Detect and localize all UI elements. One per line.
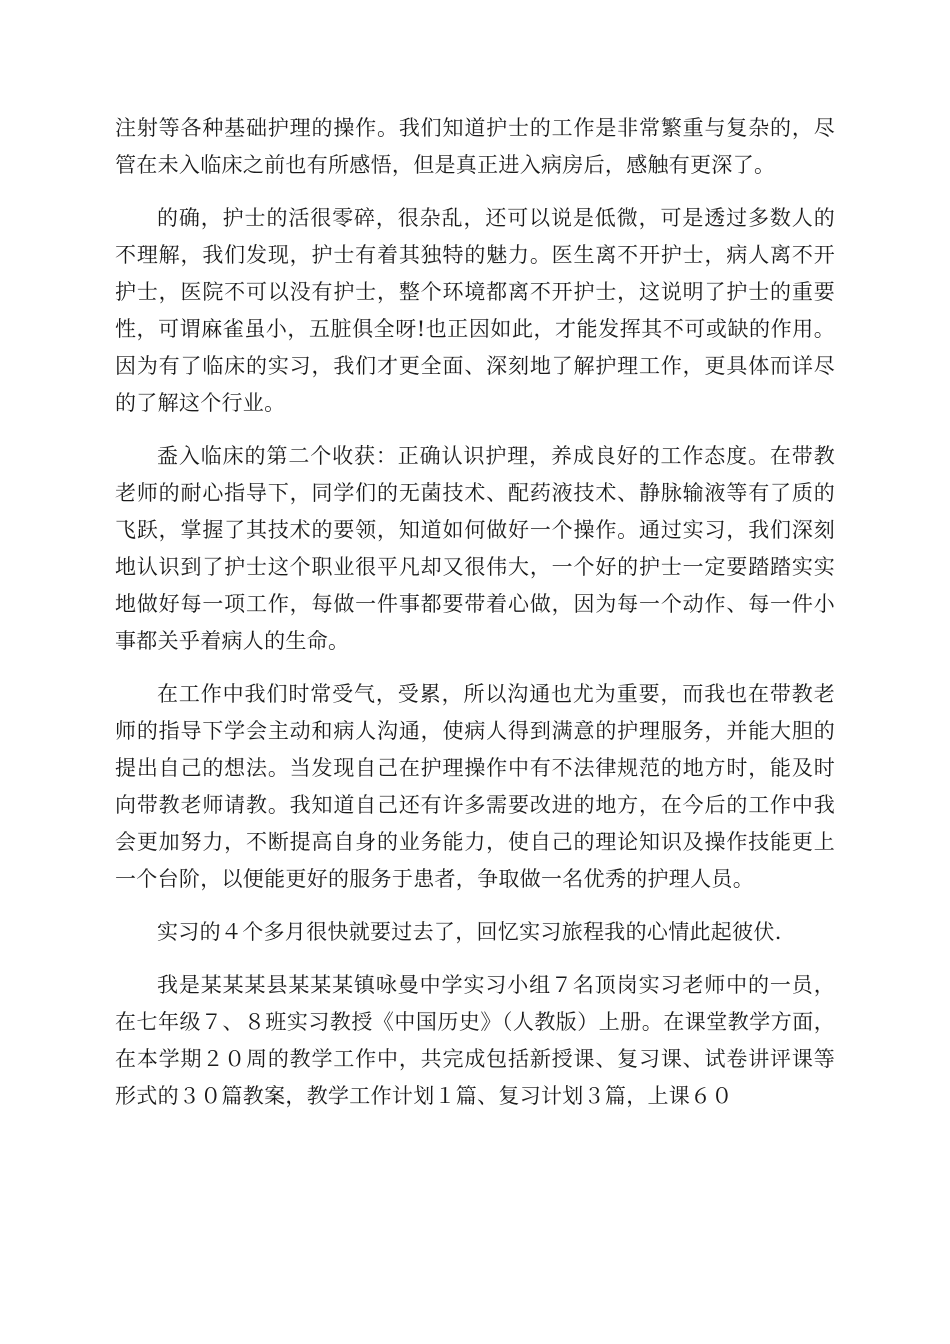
document-body xyxy=(115,110,835,1131)
paragraph-5: 实习的４个多月很快就要过去了，回忆实习旅程我的心情此起彼伏. xyxy=(157,920,782,944)
paragraph-2: 的确，护士的活很零碎，很杂乱，还可以说是低微，可是透过多数人的不理解，我们发现，护士有着其独特的魅力。医生离不开护士，病人离不开护士，医院不可以没有护士，整个环境都离不开护士，这说明了护士的重要性，可谓麻雀虽小，五脏俱全呀!也正因如此，才能发挥其不可或缺的作用。因为有了临床的实习，我们才更全面、深刻地了解护理工作，更具体而详尽的了解这个行业。 xyxy=(115,206,835,415)
paragraph-1: 注射等各种基础护理的操作。我们知道护士的工作是非常繁重与复杂的，尽管在未入临床之前也有所感悟，但是真正进入病房后，感触有更深了。 xyxy=(115,116,835,177)
paragraph-4: 在工作中我们时常受气，受累，所以沟通也尤为重要，而我也在带教老师的指导下学会主动和病人沟通，使病人得到满意的护理服务，并能大胆的提出自己的想法。当发现自己在护理操作中有不法律规范的地方时，能及时向带教老师请教。我知道自己还有许多需要改进的地方，在今后的工作中我会更加努力，不断提高自身的业务能力，使自己的理论知识及操作技能更上一个台阶，以便能更好的服务于患者，争取做一名优秀的护理人员。 xyxy=(115,682,835,891)
paragraph-6: 我是某某某县某某某镇咏曼中学实习小组７名顶岗实习老师中的一员，在七年级７、８班实习教授《中国历史》（人教版）上册。在课堂教学方面，在本学期２０周的教学工作中，共完成包括新授课、复习课、试卷讲评课等形式的３０篇教案，教学工作计划１篇、复习计划３篇，上课６０ xyxy=(115,973,835,1108)
paragraph-3: 盉入临床的第二个收获：正确认识护理，养成良好的工作态度。在带教老师的耐心指导下，同学们的无菌技术、配药液技术、静脉输液等有了质的飞跃，掌握了其技术的要领，知道如何做好一个操作。通过实习，我们深刻地认识到了护士这个职业很平凡却又很伟大，一个好的护士一定要踏踏实实地做好每一项工作，每做一件事都要带着心做，因为每一个动作、每一件小事都关乎着病人的生命。 xyxy=(115,444,835,653)
